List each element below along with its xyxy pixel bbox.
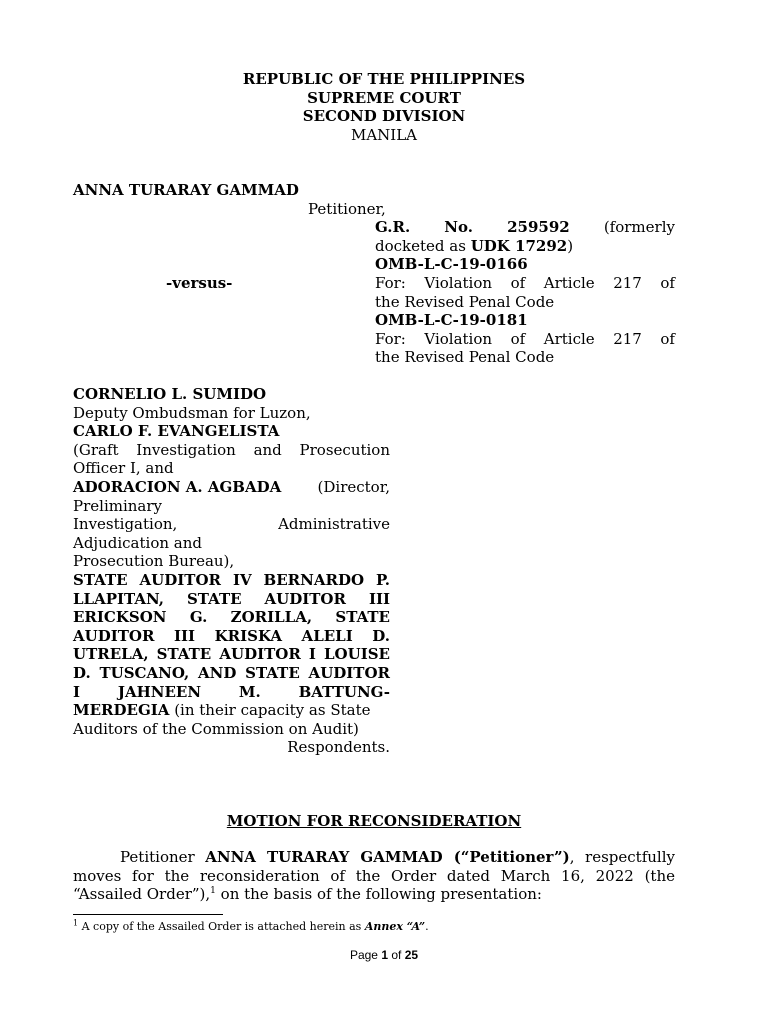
of-word: of — [510, 330, 526, 348]
respondent-3-title-4: Adjudication and — [73, 533, 202, 552]
header-court: SUPREME COURT — [307, 88, 461, 107]
gr-number-line — [375, 218, 675, 237]
article-word: Article — [543, 330, 595, 348]
p1-body: , respectfully moves for the reconsideration of the Order dated March 16, 2022 (the “Assailed Order”), — [73, 848, 675, 904]
of-word: of — [660, 330, 675, 348]
footnote-number: 1 — [73, 918, 79, 928]
of-word: of — [660, 274, 675, 292]
docketed-text: docketed as — [375, 237, 471, 255]
auditors-line-8 — [73, 701, 390, 720]
footnote-annex: Annex “A” — [364, 920, 426, 933]
of-word: of — [510, 274, 526, 292]
formerly-text: (formerly — [603, 218, 675, 236]
footnote — [73, 920, 693, 934]
administrative-word: Administrative — [278, 515, 390, 534]
for-label: For: — [375, 330, 406, 348]
respondents-block — [73, 385, 390, 757]
footnote-ref[interactable]: 1 — [210, 886, 216, 897]
footnote-rule — [73, 914, 223, 915]
p1-tail: on the basis of the following presentation: — [215, 885, 542, 904]
p1-petitioner-name: ANNA TURARAY GAMMAD (“Petitioner”) — [205, 848, 570, 866]
no-label: No. — [444, 218, 473, 236]
omb-number-2: OMB-L-C-19-0181 — [375, 311, 528, 329]
versus-label: -versus- — [166, 274, 233, 292]
respondent-3-line — [73, 478, 390, 497]
violation-line-1 — [375, 274, 675, 293]
auditors-line-4: AUDITOR III KRISKA ALELI D. — [73, 626, 390, 645]
respondent-3-line-3 — [73, 515, 390, 534]
auditors-capacity: (in their capacity as State — [169, 701, 371, 720]
udk-close: ) — [567, 237, 574, 255]
respondent-3-title-5: Prosecution Bureau), — [73, 552, 235, 571]
violation-word: Violation — [424, 274, 493, 292]
auditors-line-3: ERICKSON G. ZORILLA, STATE — [73, 608, 390, 627]
respondent-3-title-1: (Director, — [317, 477, 390, 496]
violation-line-2b: the Revised Penal Code — [375, 348, 555, 366]
violation-word: Violation — [424, 330, 493, 348]
article-number: 217 — [613, 274, 642, 292]
respondent-2-name: CARLO F. EVANGELISTA — [73, 422, 280, 441]
respondent-1-title: Deputy Ombudsman for Luzon, — [73, 403, 311, 422]
of-word: of — [388, 948, 405, 962]
auditors-line-2: LLAPITAN, STATE AUDITOR III — [73, 589, 390, 608]
gr-label: G.R. — [375, 218, 411, 236]
respondent-3-title-2: Preliminary — [73, 496, 163, 515]
for-label: For: — [375, 274, 406, 292]
auditors-line-5: UTRELA, STATE AUDITOR I LOUISE — [73, 645, 390, 664]
udk-number: UDK 17292 — [470, 237, 568, 255]
auditors-line-9: Auditors of the Commission on Audit) — [73, 719, 359, 738]
investigation-word: Investigation, — [73, 515, 178, 534]
page-indicator — [0, 946, 768, 965]
petitioner-name: ANNA TURARAY GAMMAD — [73, 181, 299, 199]
omb-number-1: OMB-L-C-19-0166 — [375, 255, 528, 273]
header-division: SECOND DIVISION — [302, 107, 466, 126]
auditors-line-6: D. TUSCANO, AND STATE AUDITOR — [73, 663, 390, 682]
respondents-role: Respondents. — [287, 738, 390, 757]
paragraph-1 — [73, 848, 675, 904]
auditors-line-1: STATE AUDITOR IV BERNARDO P. — [73, 570, 390, 589]
respondent-2-title-2: Officer I, and — [73, 459, 174, 478]
auditors-line-7: I JAHNEEN M. BATTUNG- — [73, 682, 390, 701]
motion-title: MOTION FOR RECONSIDERATION — [226, 812, 522, 830]
page-word: Page — [349, 948, 382, 962]
respondent-3-name: ADORACION A. AGBADA — [73, 477, 282, 496]
header-republic: REPUBLIC OF THE PHILIPPINES — [242, 70, 526, 88]
total-pages: 25 — [404, 948, 419, 962]
gr-number: 259592 — [507, 218, 570, 236]
footnote-period: . — [425, 920, 429, 933]
footnote-text: A copy of the Assailed Order is attached herein as — [78, 920, 365, 933]
docketed-line — [375, 237, 675, 256]
court-header — [0, 70, 768, 144]
violation-line-2 — [375, 330, 675, 349]
motion-body — [73, 848, 675, 904]
respondent-1-name: CORNELIO L. SUMIDO — [73, 385, 267, 403]
header-city: MANILA — [350, 125, 418, 144]
article-word: Article — [543, 274, 595, 292]
respondent-2-title-1: (Graft Investigation and Prosecution — [73, 440, 390, 459]
auditor-surname: MERDEGIA — [73, 701, 170, 720]
violation-line-1b: the Revised Penal Code — [375, 293, 555, 311]
p1-lead: Petitioner — [120, 848, 206, 866]
article-number: 217 — [613, 330, 642, 348]
current-page: 1 — [381, 948, 388, 962]
petitioner-role: Petitioner, — [308, 200, 386, 218]
